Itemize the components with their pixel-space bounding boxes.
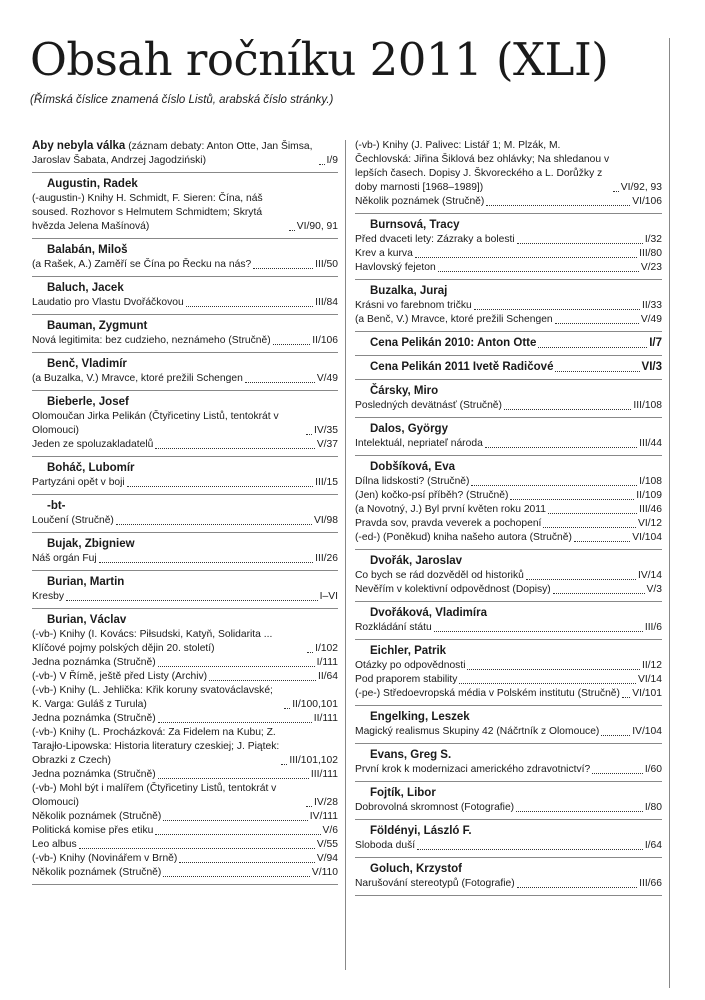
issue-reference: III/80 (639, 248, 662, 259)
author-name: Burian, Václav (47, 614, 127, 626)
entry-title: (-vb-) Knihy (I. Kovács: Piłsudski, Katyň, Solidarita ... Klíčové pojmy polských dějin 20. století) (32, 629, 273, 654)
entry-title: (-ed-) (Poněkud) kniha našeho autora (Stručně) (355, 532, 572, 543)
entry-title: (-vb-) Knihy (L. Procházková: Za Fidelem na Kubu; Z. Tarajło-Lipowska: Historia literatury czeskiej; J. Piątek: Obrazki z Czech) (32, 727, 280, 766)
dot-leader (474, 309, 640, 310)
toc-entry (32, 438, 338, 452)
issue-reference: III/66 (639, 878, 662, 889)
toc-entry (355, 399, 662, 413)
author-name: Dvořák, Jaroslav (370, 555, 463, 567)
toc-entry (32, 726, 338, 768)
issue-reference: III/108 (633, 400, 662, 411)
issue-reference: III/101,102 (289, 755, 338, 766)
dot-leader (245, 382, 315, 383)
toc-entry (355, 139, 662, 195)
entry-title: Krásni vo farebnom tričku (355, 300, 472, 311)
issue-reference: V/49 (640, 314, 662, 325)
author-name: Földényi, László F. (370, 825, 472, 837)
entry-title: Partyzáni opět v boji (32, 477, 125, 488)
toc-entry (32, 782, 338, 810)
author-name: Dvořáková, Vladimíra (370, 607, 487, 619)
dot-leader (459, 683, 636, 684)
dot-leader (289, 230, 295, 231)
entry-title: Olomoučan Jirka Pelikán (Čtyřicetiny Listů, tentokrát v Olomouci) (32, 411, 279, 436)
author-name: Engelking, Leszek (370, 711, 470, 723)
dot-leader (613, 191, 619, 192)
entry-title: Nevěřím v kolektivní odpovědnost (Dopisy) (355, 584, 551, 595)
author-block (355, 356, 662, 380)
toc-entry (32, 410, 338, 438)
issue-reference: III/44 (639, 438, 662, 449)
entry-title: (a Buzalka, V.) Mravce, ktoré prežili Schengen (32, 373, 243, 384)
issue-reference: VI/98 (313, 515, 338, 526)
issue-reference: I–VI (319, 591, 338, 602)
dot-leader (510, 499, 634, 500)
toc-entry (32, 476, 338, 490)
dot-leader (486, 205, 630, 206)
author-block (355, 380, 662, 418)
entry-title: Jedna poznámka (Stručně) (32, 657, 156, 668)
author-block (32, 239, 338, 277)
issue-reference: I/80 (644, 802, 662, 813)
toc-entry (32, 334, 338, 348)
issue-reference: II/12 (641, 660, 662, 671)
author-name: Čársky, Miro (370, 385, 439, 397)
toc-entry (355, 583, 662, 597)
entry-title: Pod praporem stability (355, 674, 458, 685)
author-heading (355, 335, 662, 351)
toc-entry (355, 801, 662, 815)
page-title: Obsah ročníku 2011 (XLI) (30, 33, 609, 86)
entry-title: (-vb-) Knihy (J. Palivec: Listář 1; M. Plzák, M. Čechlovská: Jiřina Šiklová bez ohlávky; Na shledanou v lepších časech. Dopisy J. Škvoreckého a L. Dorůžky z doby marnosti [1968–1989]) (355, 140, 610, 193)
issue-reference: III/50 (315, 259, 338, 270)
page-subtitle: (Římská číslice znamená číslo Listů, arabská číslo stránky.) (30, 94, 334, 106)
author-block (355, 858, 662, 896)
issue-reference: V/23 (640, 262, 662, 273)
outer-divider (669, 38, 670, 988)
dot-leader (127, 486, 313, 487)
author-block (32, 315, 338, 353)
dot-leader (548, 513, 637, 514)
issue-reference: III/84 (315, 297, 338, 308)
entry-title: Rozkládání státu (355, 622, 432, 633)
dot-leader (471, 485, 637, 486)
toc-entry (32, 656, 338, 670)
dot-leader (158, 778, 309, 779)
entry-title: Co bych se rád dozvěděl od historiků (355, 570, 524, 581)
dot-leader (415, 257, 637, 258)
entry-title: Havlovský fejeton (355, 262, 436, 273)
dot-leader (163, 820, 307, 821)
toc-entry (32, 552, 338, 566)
author-name: Burian, Martin (47, 576, 125, 588)
author-name: Burnsová, Tracy (370, 219, 460, 231)
toc-entry (32, 372, 338, 386)
dot-leader (281, 764, 287, 765)
entry-title: Magický realismus Skupiny 42 (Náčrtník z Olomouce) (355, 726, 600, 737)
issue-reference: II/109 (636, 490, 662, 501)
issue-reference: IV/14 (637, 570, 662, 581)
entry-title: (a Benč, V.) Mravce, ktoré prežili Schengen (355, 314, 553, 325)
entry-title: (-vb-) Knihy (Novinářem v Brně) (32, 853, 178, 864)
dot-leader (273, 344, 311, 345)
author-name: Aby nebyla válka (32, 140, 126, 152)
dot-leader (538, 347, 647, 348)
toc-entry (355, 673, 662, 687)
entry-title: Jedna poznámka (Stručně) (32, 769, 156, 780)
toc-entry (355, 195, 662, 209)
author-block (355, 280, 662, 332)
issue-reference: III/6 (644, 622, 662, 633)
issue-reference: III/111 (310, 769, 338, 780)
issue-reference: V/55 (316, 839, 338, 850)
author-name: -bt- (47, 500, 66, 512)
author-block (355, 332, 662, 356)
toc-entry (355, 569, 662, 583)
dot-leader (179, 862, 314, 863)
dot-leader (319, 164, 325, 165)
author-block (32, 173, 338, 239)
issue-reference: IV/104 (632, 726, 662, 737)
entry-title: Několik poznámek (Stručně) (32, 867, 162, 878)
dot-leader (307, 652, 313, 653)
left-column (32, 138, 338, 885)
toc-entry (355, 489, 662, 503)
entry-title: Intelektuál, nepriateľ národa (355, 438, 483, 449)
dot-leader (517, 243, 643, 244)
author-block (32, 495, 338, 533)
author-name: Boháč, Lubomír (47, 462, 135, 474)
issue-reference: IV/35 (313, 425, 338, 436)
entry-title: (a Novotný, J.) Byl první květen roku 2011 (355, 504, 546, 515)
author-block (355, 138, 662, 214)
author-name: Bujak, Zbigniew (47, 538, 135, 550)
entry-title: Narušování stereotypů (Fotografie) (355, 878, 515, 889)
toc-entry (355, 437, 662, 451)
entry-title: Dílna lidskosti? (Stručně) (355, 476, 470, 487)
issue-reference: VI/106 (632, 196, 662, 207)
author-name: Balabán, Miloš (47, 244, 128, 256)
dot-leader (517, 887, 637, 888)
toc-entry (355, 687, 662, 701)
author-block (32, 353, 338, 391)
issue-reference: V/49 (316, 373, 338, 384)
dot-leader (417, 849, 643, 850)
author-name: Goluch, Krzystof (370, 863, 463, 875)
toc-entry (32, 712, 338, 726)
toc-entry (32, 139, 338, 168)
entry-title: Krev a kurva (355, 248, 413, 259)
issue-reference: V/6 (322, 825, 338, 836)
author-name: Fojtík, Libor (370, 787, 436, 799)
author-block (355, 550, 662, 602)
issue-reference: VI/101 (632, 688, 662, 699)
issue-reference: II/106 (312, 335, 338, 346)
entry-title: Sloboda duší (355, 840, 416, 851)
toc-entry (32, 628, 338, 656)
author-block (355, 456, 662, 550)
entry-title: Posledných devätnásť (Stručně) (355, 400, 502, 411)
issue-reference: III/15 (315, 477, 338, 488)
toc-entry (32, 684, 338, 712)
entry-title: Otázky po odpovědnosti (355, 660, 466, 671)
author-block (32, 533, 338, 571)
entry-title: Nová legitimita: bez cudzieho, neznámeho (Stručně) (32, 335, 271, 346)
toc-entry (355, 299, 662, 313)
toc-entry (355, 877, 662, 891)
dot-leader (592, 773, 643, 774)
entry-title: (-vb-) Knihy (L. Jehlička: Křik koruny svatováclavské; K. Varga: Guláš z Turula) (32, 685, 273, 710)
author-name: Eichler, Patrik (370, 645, 447, 657)
toc-entry (32, 810, 338, 824)
entry-title: Několik poznámek (Stručně) (32, 811, 162, 822)
issue-reference: V/3 (646, 584, 662, 595)
dot-leader (553, 593, 645, 594)
entry-title: (-vb-) V Římě, ještě před Listy (Archiv) (32, 671, 208, 682)
toc-entry (355, 517, 662, 531)
dot-leader (253, 268, 313, 269)
dot-leader (163, 876, 310, 877)
dot-leader (555, 371, 639, 372)
entry-title: (-augustin-) Knihy H. Schmidt, F. Sieren: Čína, náš soused. Rozhovor s Helmutem Schmidtem; Skrytá hvězda Jelena Mašínová) (32, 193, 263, 232)
author-heading (355, 359, 662, 375)
dot-leader (555, 323, 639, 324)
issue-reference: I/9 (326, 155, 338, 166)
author-block (32, 457, 338, 495)
dot-leader (66, 600, 318, 601)
issue-reference: I/7 (649, 337, 662, 349)
dot-leader (79, 848, 315, 849)
author-block (355, 744, 662, 782)
entry-title: Několik poznámek (Stručně) (355, 196, 485, 207)
toc-entry (355, 261, 662, 275)
issue-reference: V/110 (311, 867, 338, 878)
issue-reference: I/60 (644, 764, 662, 775)
toc-entry (355, 475, 662, 489)
author-name: Baluch, Jacek (47, 282, 124, 294)
dot-leader (543, 527, 636, 528)
issue-reference: I/32 (644, 234, 662, 245)
author-name: Cena Pelikán 2011 Ivetě Radičové (370, 361, 554, 373)
toc-entry (355, 659, 662, 673)
toc-entry (32, 768, 338, 782)
author-block (355, 782, 662, 820)
entry-text: (záznam debaty: Anton Otte, Jan Šimsa, Jaroslav Šabata, Andrzej Jagodziński) (32, 141, 313, 166)
issue-reference: V/37 (316, 439, 338, 450)
issue-reference: II/64 (317, 671, 338, 682)
issue-reference: IV/28 (313, 797, 338, 808)
entry-title: Jedna poznámka (Stručně) (32, 713, 156, 724)
dot-leader (306, 434, 312, 435)
author-name: Dobšíková, Eva (370, 461, 456, 473)
entry-title: Náš orgán Fuj (32, 553, 97, 564)
entry-title: Politická komise přes etiku (32, 825, 154, 836)
issue-reference: VI/14 (637, 674, 662, 685)
toc-entry (355, 233, 662, 247)
author-block (355, 214, 662, 280)
toc-entry (32, 838, 338, 852)
dot-leader (158, 722, 312, 723)
toc-entry (32, 866, 338, 880)
toc-entry (355, 503, 662, 517)
entry-title: (-pe-) Středoevropská média v Polském institutu (Stručně) (355, 688, 620, 699)
author-block (355, 820, 662, 858)
author-block (32, 391, 338, 457)
issue-reference: VI/12 (637, 518, 662, 529)
entry-title: Laudatio pro Vlastu Dvořáčkovou (32, 297, 184, 308)
issue-reference: VI/92, 93 (620, 182, 662, 193)
author-name: Cena Pelikán 2010: Anton Otte (370, 337, 537, 349)
dot-leader (622, 697, 630, 698)
author-name: Bieberle, Josef (47, 396, 129, 408)
toc-entry (32, 296, 338, 310)
dot-leader (467, 669, 639, 670)
dot-leader (209, 680, 316, 681)
toc-entry (32, 258, 338, 272)
issue-reference: III/26 (315, 553, 338, 564)
dot-leader (485, 447, 637, 448)
entry-title: Pravda sov, pravda veverek a pochopení (355, 518, 542, 529)
issue-reference: II/100,101 (292, 699, 338, 710)
issue-reference: II/33 (641, 300, 662, 311)
dot-leader (504, 409, 631, 410)
dot-leader (434, 631, 643, 632)
toc-entry (32, 824, 338, 838)
author-block (355, 706, 662, 744)
entry-title: (Jen) kočko-psí příběh? (Stručně) (355, 490, 509, 501)
author-block (32, 609, 338, 885)
entry-title: Leo albus (32, 839, 77, 850)
author-name: Bauman, Zygmunt (47, 320, 148, 332)
issue-reference: VI/90, 91 (296, 221, 338, 232)
dot-leader (306, 806, 312, 807)
right-column (355, 138, 662, 896)
toc-entry (32, 514, 338, 528)
dot-leader (601, 735, 630, 736)
toc-entry (355, 725, 662, 739)
dot-leader (574, 541, 630, 542)
toc-entry (355, 621, 662, 635)
issue-reference: VI/104 (632, 532, 662, 543)
author-name: Benč, Vladimír (47, 358, 127, 370)
entry-title: Loučení (Stručně) (32, 515, 114, 526)
dot-leader (158, 666, 315, 667)
author-block (32, 138, 338, 173)
issue-reference: I/108 (639, 476, 662, 487)
issue-reference: III/46 (639, 504, 662, 515)
entry-title: (-vb-) Mohl být i malířem (Čtyřicetiny Listů, tentokrát v Olomouci) (32, 783, 277, 808)
author-block (355, 602, 662, 640)
issue-reference: II/111 (313, 713, 338, 724)
toc-entry (355, 247, 662, 261)
entry-title: Dobrovolná skromnost (Fotografie) (355, 802, 515, 813)
dot-leader (155, 834, 320, 835)
entry-title (32, 139, 317, 168)
author-name: Buzalka, Juraj (370, 285, 448, 297)
column-divider (345, 140, 346, 970)
entry-title: Jeden ze spoluzakladatelů (32, 439, 154, 450)
issue-reference: V/94 (316, 853, 338, 864)
issue-reference: I/102 (315, 643, 338, 654)
toc-entry (355, 839, 662, 853)
dot-leader (99, 562, 313, 563)
author-block (355, 418, 662, 456)
entry-title: Před dvaceti lety: Zázraky a bolesti (355, 234, 515, 245)
toc-entry (32, 590, 338, 604)
author-name: Dalos, György (370, 423, 448, 435)
dot-leader (155, 448, 314, 449)
toc-entry (355, 531, 662, 545)
dot-leader (516, 811, 643, 812)
entry-title: (a Rašek, A.) Zaměří se Čína po Řecku na nás? (32, 259, 252, 270)
author-block (32, 277, 338, 315)
author-name: Evans, Greg S. (370, 749, 452, 761)
dot-leader (526, 579, 636, 580)
dot-leader (284, 708, 290, 709)
toc-entry (355, 763, 662, 777)
toc-entry (355, 313, 662, 327)
dot-leader (438, 271, 639, 272)
dot-leader (116, 524, 312, 525)
author-name: Augustin, Radek (47, 178, 138, 190)
entry-title: První krok k modernizaci amerického zdravotnictví? (355, 764, 591, 775)
toc-entry (32, 852, 338, 866)
dot-leader (186, 306, 313, 307)
entry-title: Kresby (32, 591, 65, 602)
issue-reference: I/111 (316, 657, 338, 668)
issue-reference: IV/111 (309, 811, 338, 822)
author-block (32, 571, 338, 609)
toc-entry (32, 192, 338, 234)
issue-reference: VI/3 (641, 361, 662, 373)
toc-entry (32, 670, 338, 684)
author-block (355, 640, 662, 706)
issue-reference: I/64 (644, 840, 662, 851)
